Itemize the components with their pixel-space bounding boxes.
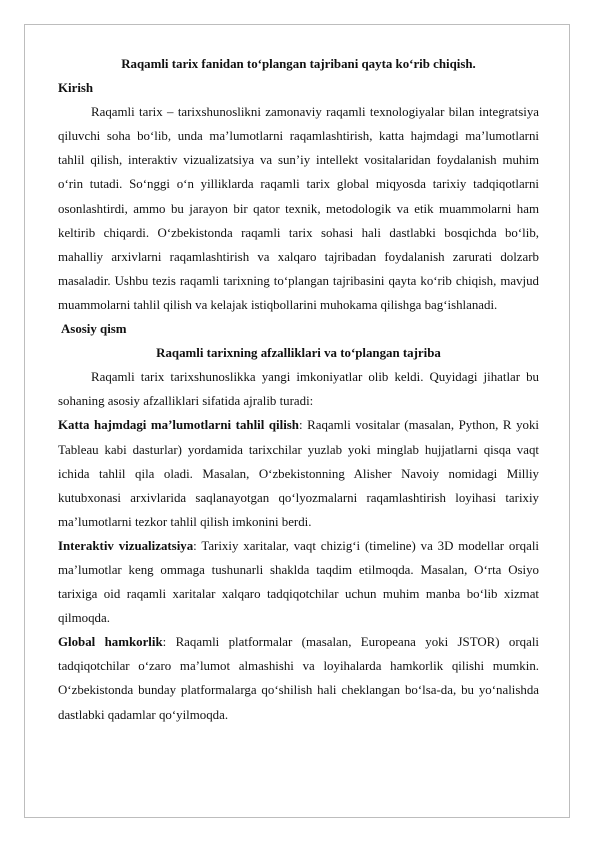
section-heading-main: Asosiy qism (61, 322, 127, 337)
subsection-heading: Raqamli tarixning afzalliklari va to‘plangan tajriba (156, 346, 441, 361)
list-item-text: : Raqamli vositalar (masalan, Python, R yoki Tableau kabi dasturlar) yordamida tarixchilar yuzlab yoki minglab hujjatlarni qisqa vaqt ichida tahlil qila oladi. Masalan, O‘zbekistonning Alisher Navoiy nomidagi Milliy kutubxonasi arxivlarida saqlanayotgan qo‘lyozmalarni raqamlashtirish loyihasi tarixiy ma’lumotlarni tezkor tahlil qilish imkonini berdi. (58, 418, 539, 529)
document-title: Raqamli tarix fanidan to‘plangan tajribani qayta ko‘rib chiqish. (121, 57, 476, 71)
list-item-collaboration (58, 630, 539, 726)
main-intro-paragraph: Raqamli tarix tarixshunoslikka yangi imkoniyatlar olib keldi. Quyidagi jihatlar bu sohaning asosiy afzalliklari sifatida ajralib turadi: (58, 370, 539, 409)
intro-paragraph: Raqamli tarix – tarixshunoslikni zamonaviy raqamli texnologiyalar bilan integratsiya qiluvchi soha bo‘lib, unda ma’lumotlarni raqamlashtirish, katta hajmdagi ma’lumotlarni tahlil qilish, interaktiv vizualizatsiya va sun’iy intellekt vositalaridan foydalanish muhim o‘rin tutadi. So‘nggi o‘n yilliklarda raqamli tarix global miqyosda tarixiy tadqiqotlarni osonlashtirdi, ammo bu jarayon bir qator texnik, metodologik va etik muammolarni ham keltirib chiqardi. O‘zbekistonda raqamli tarix sohasi hali dastlabki bosqichda bo‘lib, mahalliy arxivlarni raqamlashtirish va xalqaro tajribadan foydalanish zarurati dolzarb masaladir. Ushbu tezis raqamli tarixning to‘plangan tajribasini qayta ko‘rib chiqish, mavjud muammolarni tahlil qilish va kelajak istiqbollarini muhokama qilishga bag‘ishlanadi. (58, 105, 539, 312)
list-item-term: Interaktiv vizualizatsiya (58, 538, 194, 553)
list-item-text: : Tarixiy xaritalar, vaqt chizig‘i (timeline) va 3D modellar orqali ma’lumotlar keng ommaga tushunarli shaklda taqdim etilmoqda. Masalan, O‘rta Osiyo tarixiga oid raqamli xaritalar xalqaro tadqiqotchilar uchun muhim manba bo‘lib xizmat qilmoqda. (58, 538, 539, 626)
list-item-term: Katta hajmdagi ma’lumotlarni tahlil qilish (58, 418, 299, 433)
section-heading-intro: Kirish (58, 81, 94, 96)
document-body (58, 52, 539, 727)
list-item-term: Global hamkorlik (58, 635, 163, 650)
list-item-text: : Raqamli platformalar (masalan, Europeana yoki JSTOR) orqali tadqiqotchilar o‘zaro ma’lumot almashishi va loyihalarda hamkorlik qilishi mumkin. O‘zbekistonda bunday platformalarga qo‘shilish hali cheklangan bo‘lsa-da, bu yo‘nalishda dastlabki qadamlar qo‘yilmoqda. (58, 635, 539, 722)
list-item-visualization (58, 534, 539, 630)
list-item-big-data (58, 413, 539, 533)
